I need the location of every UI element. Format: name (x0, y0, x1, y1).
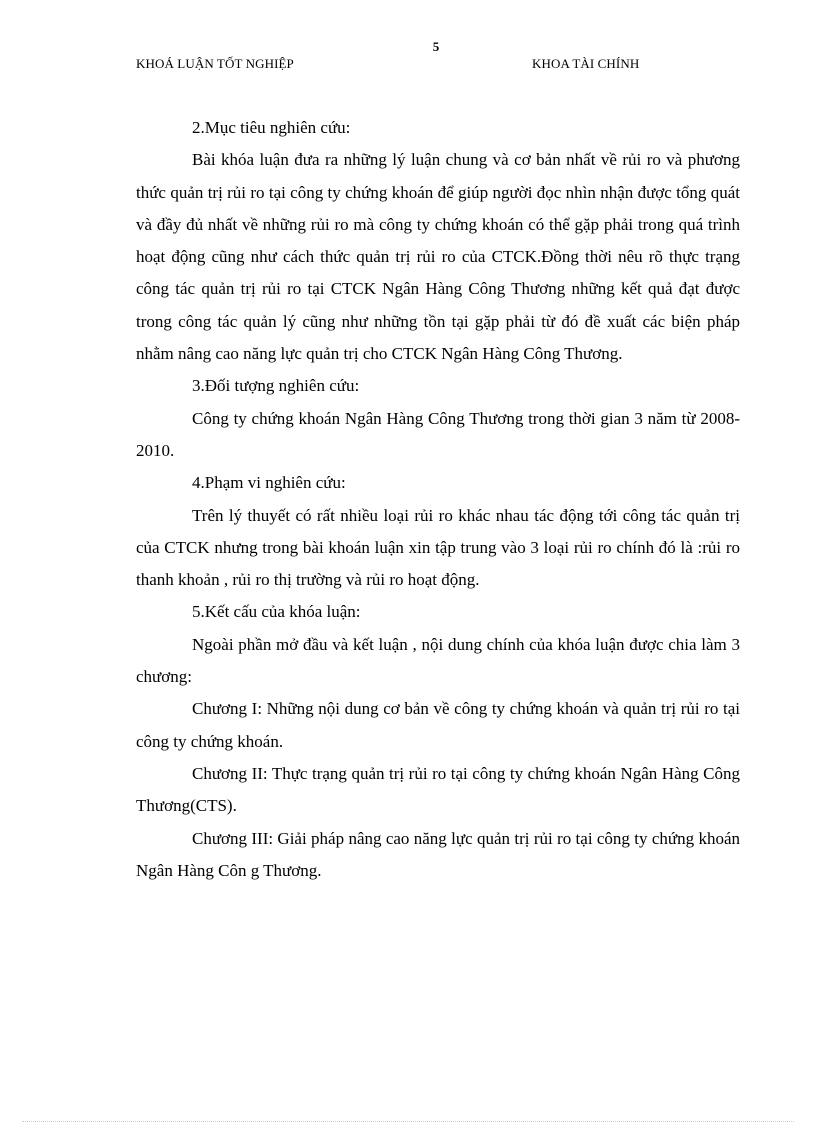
section-heading-objectives: 2.Mục tiêu nghiên cứu: (192, 118, 351, 137)
page-number: 5 (432, 39, 440, 54)
paragraph-chapter-3: Chương III: Giải pháp nâng cao năng lực quản trị rủi ro tại công ty chứng khoán Ngân Hàng Côn g Thương. (136, 828, 740, 880)
paragraph-scope: Trên lý thuyết có rất nhiều loại rủi ro khác nhau tác động tới công tác quản trị của CTCK nhưng trong bài khoán luận xin tập trung vào 3 loại rủi ro chính đó là :rủi ro thanh khoản , rủi ro thị trường và rủi ro hoạt động. (136, 505, 740, 590)
header-right-title: KHOA TÀI CHÍNH (532, 56, 640, 71)
section-heading-structure: 5.Kết cấu của khóa luận: (192, 602, 361, 622)
paragraph-subject: Công ty chứng khoán Ngân Hàng Công Thương trong thời gian 3 năm từ 2008-2010. (136, 408, 740, 460)
section-heading-scope: 4.Phạm vi nghiên cứu: (192, 473, 346, 493)
header-left-title: KHOÁ LUẬN TỐT NGHIỆP (136, 56, 294, 71)
section-heading-subject: 3.Đối tượng nghiên cứu: (192, 376, 360, 396)
paragraph-chapter-1: Chương I: Những nội dung cơ bản về công ty chứng khoán và quản trị rủi ro tại công ty chứng khoán. (136, 699, 740, 751)
paragraph-objectives: Bài khóa luận đưa ra những lý luận chung và cơ bản nhất về rủi ro và phương thức quản trị rủi ro tại công ty chứng khoán để giúp người đọc nhìn nhận được tổng quát và đầy đủ nhất về những rủi ro mà công ty chứng khoán có thể gặp phải trong quá trình hoạt động cũng như cách thức quản trị rủi ro của CTCK.Đồng thời nêu rõ thực trạng công tác quản trị rủi ro tại CTCK Ngân Hàng Công Thương những kết quả đạt được trong công tác quản lý cũng như những tồn tại gặp phải từ đó đề xuất các biện pháp nhằm nâng cao năng lực quản trị cho CTCK Ngân Hàng Công Thương. (136, 150, 740, 364)
bottom-dotted-rule (22, 1121, 794, 1122)
document-body (136, 112, 740, 887)
paragraph-structure: Ngoài phần mở đầu và kết luận , nội dung chính của khóa luận được chia làm 3 chương: (136, 634, 740, 687)
paragraph-chapter-2: Chương II: Thực trạng quản trị rủi ro tại công ty chứng khoán Ngân Hàng Công Thương(CTS). (136, 763, 740, 816)
